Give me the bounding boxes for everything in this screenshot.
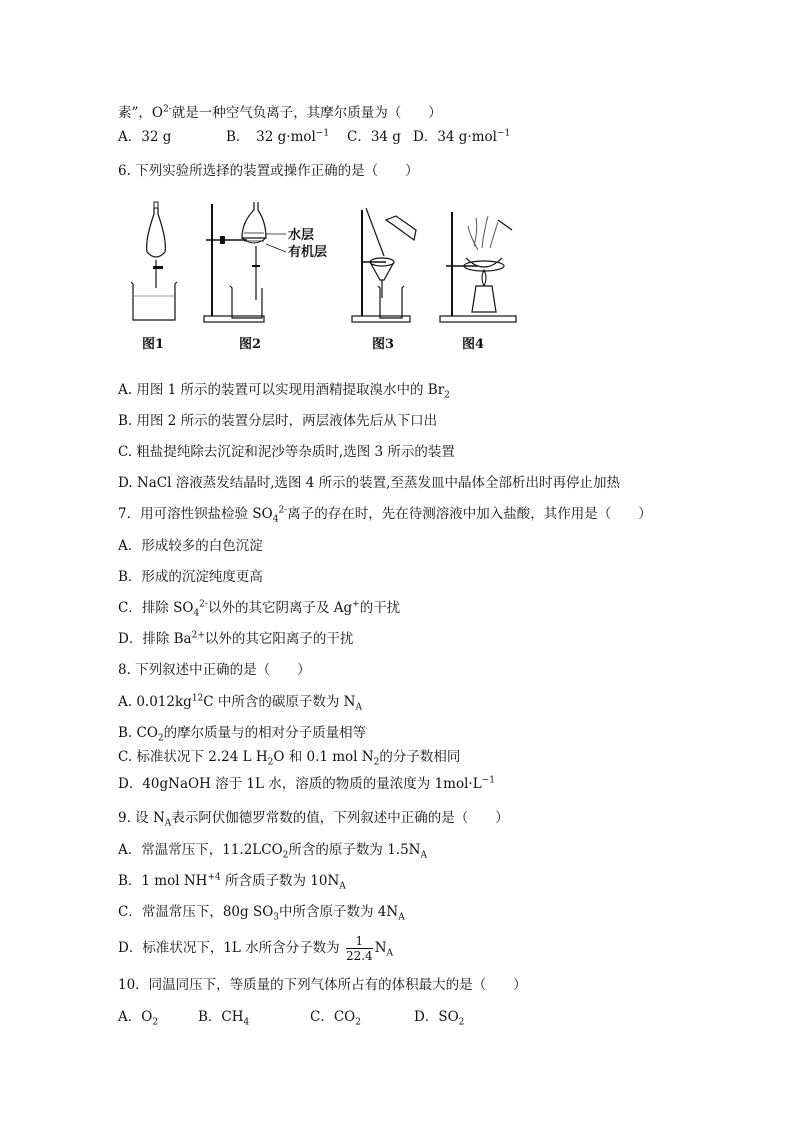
fraction: $\frac{1}{22.4}$ bbox=[345, 934, 373, 963]
q10-option-d: D．$SO_2$ bbox=[414, 1009, 465, 1028]
q6-option-d: D. NaCl 溶液蒸发结晶时,选图 4 所示的装置,至蒸发皿中晶体全部析出时再停止加热 bbox=[118, 475, 620, 491]
figure-2-separation-setup bbox=[202, 200, 287, 325]
q7-option-b: B．形成的沉淀纯度更高 bbox=[118, 569, 263, 585]
q9-stem: 9. 设 $N_A$表示阿伏伽德罗常数的值，下列叙述中正确的是（ ） bbox=[118, 810, 509, 829]
q6-stem: 6. 下列实验所选择的装置或操作正确的是（ ） bbox=[118, 163, 419, 179]
figure-1-separatory-funnel bbox=[125, 200, 185, 325]
figure-2-label: 图2 bbox=[238, 337, 262, 352]
q5-option-a: A．32 g bbox=[118, 129, 172, 145]
q9-option-b: B．1 mol $NH^{+4}$ 所含质子数为 $10N_A$ bbox=[118, 872, 346, 892]
figure-3-label: 图3 bbox=[371, 337, 395, 352]
q10-option-b: B．$CH_4$ bbox=[198, 1009, 250, 1028]
q7-option-d: D．排除 $Ba^{2+}$以外的其它阳离子的干扰 bbox=[118, 630, 354, 647]
q7-stem: 7．用可溶性钡盐检验 $SO_4^{2-}$离子的存在时，先在待测溶液中加入盐酸，其作用是（ ） bbox=[118, 505, 652, 525]
q10-stem: 10．同温同压下，等质量的下列气体所占有的体积最大的是（ ） bbox=[118, 977, 527, 993]
q8-option-a: A. $0.012kg^{12}C$ 中所含的碳原子数为 $N_A$ bbox=[118, 693, 362, 713]
q9-option-c: C．常温常压下，80g $SO_3$中所含原子数为 $4N_A$ bbox=[118, 904, 405, 923]
q7-option-a: A．形成较多的白色沉淀 bbox=[118, 538, 263, 554]
q8-option-b: B. $CO_2$的摩尔质量与的相对分子质量相等 bbox=[118, 725, 367, 744]
q10-option-a: A．$O_2$ bbox=[118, 1009, 159, 1028]
q8-stem: 8. 下列叙述中正确的是（ ） bbox=[118, 662, 311, 678]
q8-option-d: D．40gNaOH 溶于 1L 水，溶质的物质的量浓度为 $1mol\cdot L^{-1}$ bbox=[118, 775, 495, 792]
q9-option-a: A．常温常压下，$11.2LCO_2$所含的原子数为 $1.5N_A$ bbox=[118, 842, 427, 861]
q9-option-d: D．标准状况下，1L 水所含分子数为 $\frac{1}{22.4}$ $N_A$ bbox=[118, 934, 393, 963]
q5-option-b: B． 32 g·mol$^{-1}$ bbox=[226, 128, 330, 145]
figure-4-label: 图4 bbox=[461, 337, 485, 352]
q6-option-c: C. 粗盐提纯除去沉淀和泥沙等杂质时,选图 3 所示的装置 bbox=[118, 444, 455, 460]
q5-option-c: C．34 g bbox=[347, 129, 401, 145]
figure-4-evaporation-setup bbox=[438, 200, 523, 325]
figure-2-water-layer-label: 水层 bbox=[288, 228, 315, 243]
q5-option-d: D．34 g·mol$^{-1}$ bbox=[413, 128, 511, 145]
q6-option-a: A. 用图 1 所示的装置可以实现用酒精提取溴水中的 $Br_2$ bbox=[118, 382, 450, 401]
figure-1-label: 图1 bbox=[141, 337, 165, 352]
q8-option-c: C. 标准状况下 2.24 L $H_2O$ 和 0.1 mol $N_2$的分子数相同 bbox=[118, 749, 461, 768]
q10-option-c: C．$CO_2$ bbox=[310, 1009, 361, 1028]
figure-2-organic-layer-label: 有机层 bbox=[288, 245, 328, 260]
q6-option-b: B. 用图 2 所示的装置分层时，两层液体先后从下口出 bbox=[118, 413, 438, 429]
q7-option-c: C．排除 $SO_4^{2-}$以外的其它阴离子及 Ag+的干扰 bbox=[118, 599, 401, 619]
q5-stem: 素”，$O^{2-}$就是一种空气负离子，其摩尔质量为（ ） bbox=[118, 104, 442, 121]
figure-3-filtration-setup bbox=[350, 200, 430, 325]
